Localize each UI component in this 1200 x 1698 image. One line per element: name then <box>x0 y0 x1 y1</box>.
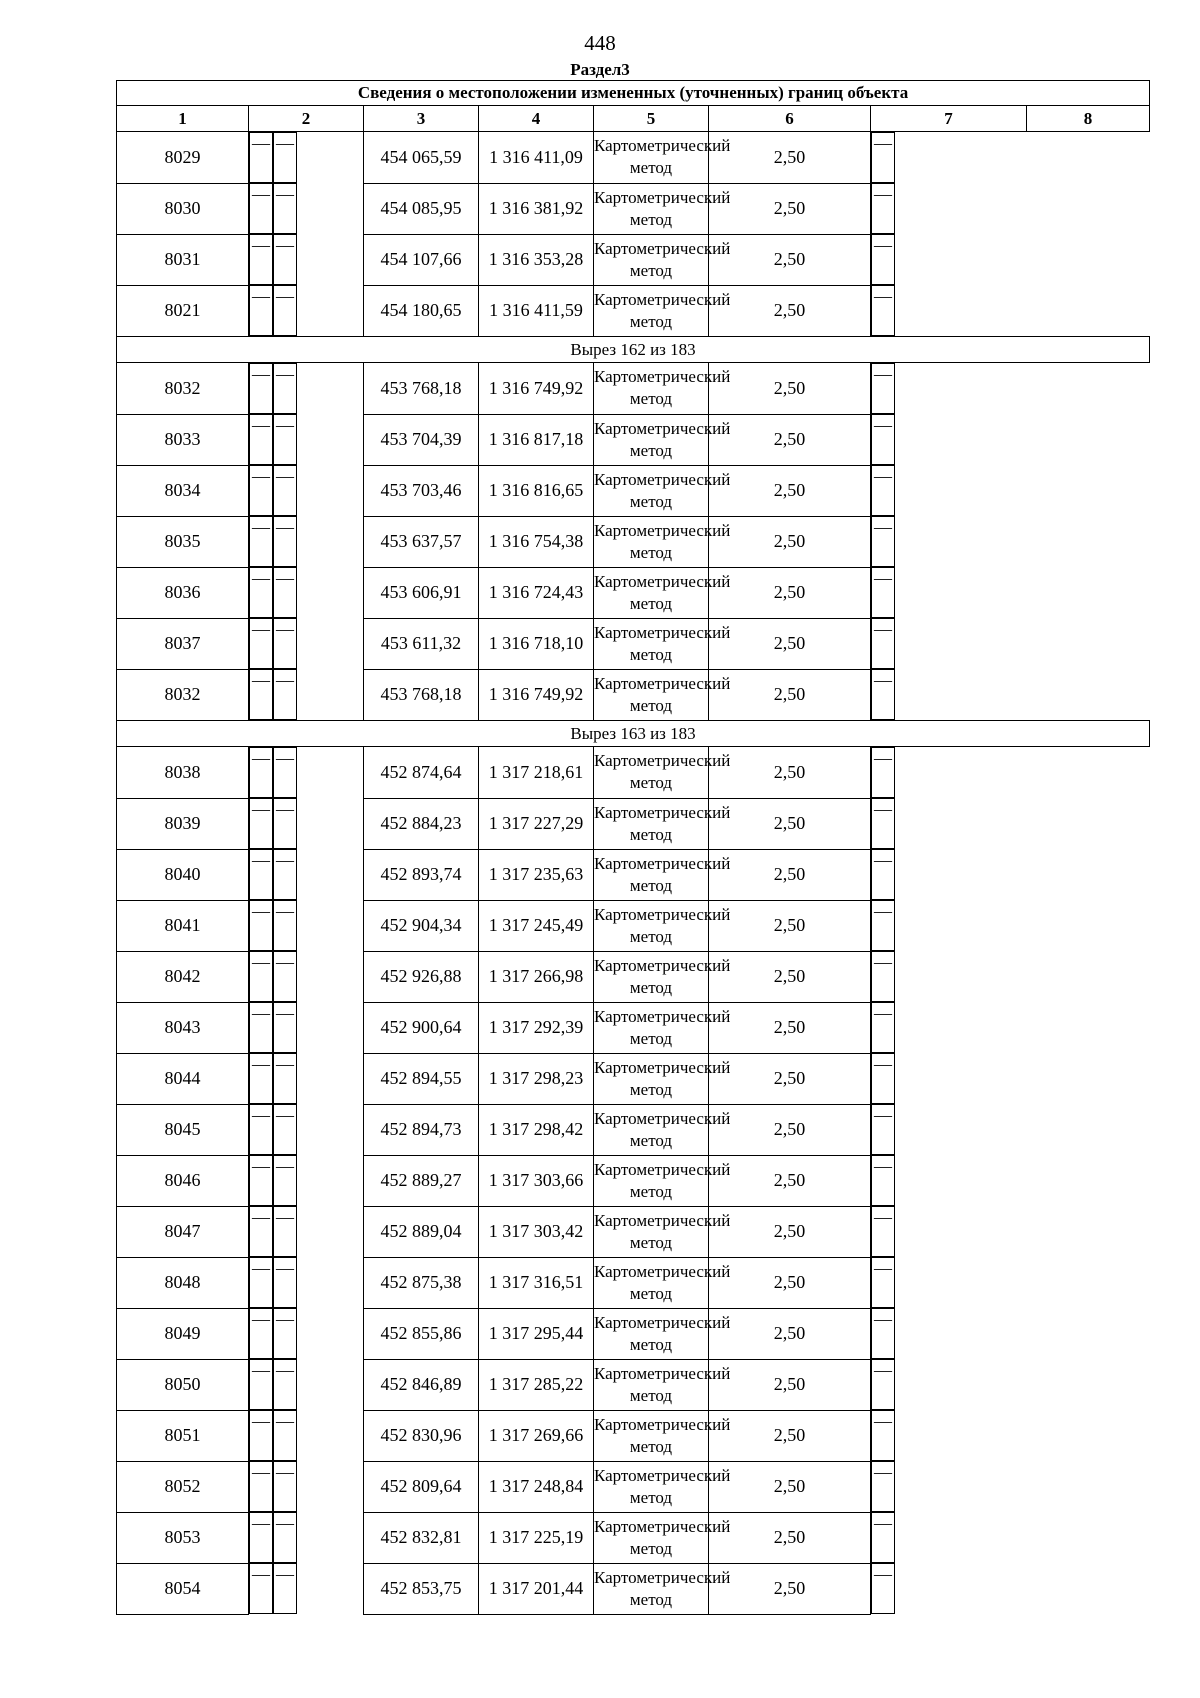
x-coordinate-cell: 452 830,96 <box>364 1410 479 1461</box>
accuracy-cell: 2,50 <box>709 1512 871 1563</box>
column-2-cell: — <box>249 1053 273 1104</box>
accuracy-cell: 2,50 <box>709 414 871 465</box>
column-3-cell: — <box>273 1308 297 1359</box>
column-2-cell: — <box>249 747 273 798</box>
y-coordinate-cell: 1 317 245,49 <box>479 900 594 951</box>
x-coordinate-cell: 452 874,64 <box>364 747 479 799</box>
x-coordinate-cell: 452 832,81 <box>364 1512 479 1563</box>
column-8-cell: — <box>871 747 895 798</box>
table-row <box>117 618 1150 669</box>
column-8-cell: — <box>871 1104 895 1155</box>
point-number-cell: 8054 <box>117 1563 249 1614</box>
point-number-cell: 8041 <box>117 900 249 951</box>
method-cell: Картометрический метод <box>594 1359 709 1410</box>
column-3-cell: — <box>273 1053 297 1104</box>
method-cell: Картометрический метод <box>594 951 709 1002</box>
column-2-cell: — <box>249 1104 273 1155</box>
accuracy-cell: 2,50 <box>709 132 871 184</box>
table-row <box>117 465 1150 516</box>
accuracy-cell: 2,50 <box>709 747 871 799</box>
method-cell: Картометрический метод <box>594 1104 709 1155</box>
table-row <box>117 1461 1150 1512</box>
y-coordinate-cell: 1 317 266,98 <box>479 951 594 1002</box>
x-coordinate-cell: 454 180,65 <box>364 285 479 337</box>
table-row <box>117 1359 1150 1410</box>
accuracy-cell: 2,50 <box>709 516 871 567</box>
column-2-cell: — <box>249 1308 273 1359</box>
point-number-cell: 8030 <box>117 183 249 234</box>
accuracy-cell: 2,50 <box>709 951 871 1002</box>
column-3-cell: — <box>273 1563 297 1614</box>
accuracy-cell: 2,50 <box>709 1155 871 1206</box>
column-3-cell: — <box>273 132 297 183</box>
accuracy-cell: 2,50 <box>709 798 871 849</box>
column-2-cell: — <box>249 132 273 183</box>
x-coordinate-cell: 452 853,75 <box>364 1563 479 1614</box>
method-cell: Картометрический метод <box>594 798 709 849</box>
table-row <box>117 669 1150 721</box>
column-3-cell: — <box>273 1359 297 1410</box>
column-2-cell: — <box>249 363 273 414</box>
group-label: Вырез 163 из 183 <box>117 721 1150 747</box>
y-coordinate-cell: 1 316 817,18 <box>479 414 594 465</box>
y-coordinate-cell: 1 317 316,51 <box>479 1257 594 1308</box>
table-row <box>117 132 1150 184</box>
column-3-cell: — <box>273 798 297 849</box>
accuracy-cell: 2,50 <box>709 1053 871 1104</box>
accuracy-cell: 2,50 <box>709 1461 871 1512</box>
table-row <box>117 1563 1150 1614</box>
x-coordinate-cell: 454 065,59 <box>364 132 479 184</box>
column-header-8: 8 <box>1027 106 1150 132</box>
column-8-cell: — <box>871 1308 895 1359</box>
column-header-2: 2 <box>249 106 364 132</box>
column-2-cell: — <box>249 567 273 618</box>
table-title: Сведения о местоположении измененных (уточненных) границ объекта <box>117 81 1150 106</box>
method-cell: Картометрический метод <box>594 363 709 415</box>
column-2-cell: — <box>249 1257 273 1308</box>
method-cell: Картометрический метод <box>594 1002 709 1053</box>
x-coordinate-cell: 454 085,95 <box>364 183 479 234</box>
y-coordinate-cell: 1 316 718,10 <box>479 618 594 669</box>
y-coordinate-cell: 1 316 381,92 <box>479 183 594 234</box>
accuracy-cell: 2,50 <box>709 285 871 337</box>
y-coordinate-cell: 1 316 353,28 <box>479 234 594 285</box>
method-cell: Картометрический метод <box>594 1563 709 1614</box>
column-3-cell: — <box>273 1206 297 1257</box>
accuracy-cell: 2,50 <box>709 849 871 900</box>
accuracy-cell: 2,50 <box>709 1104 871 1155</box>
point-number-cell: 8037 <box>117 618 249 669</box>
column-3-cell: — <box>273 1461 297 1512</box>
x-coordinate-cell: 452 855,86 <box>364 1308 479 1359</box>
y-coordinate-cell: 1 317 227,29 <box>479 798 594 849</box>
column-8-cell: — <box>871 1461 895 1512</box>
point-number-cell: 8050 <box>117 1359 249 1410</box>
column-3-cell: — <box>273 849 297 900</box>
point-number-cell: 8035 <box>117 516 249 567</box>
column-header-1: 1 <box>117 106 249 132</box>
coordinates-table <box>116 80 1150 1615</box>
point-number-cell: 8045 <box>117 1104 249 1155</box>
column-3-cell: — <box>273 1257 297 1308</box>
group-row <box>117 721 1150 747</box>
point-number-cell: 8034 <box>117 465 249 516</box>
table-row <box>117 1410 1150 1461</box>
x-coordinate-cell: 453 637,57 <box>364 516 479 567</box>
method-cell: Картометрический метод <box>594 183 709 234</box>
group-label: Вырез 162 из 183 <box>117 337 1150 363</box>
method-cell: Картометрический метод <box>594 1053 709 1104</box>
point-number-cell: 8038 <box>117 747 249 799</box>
table-row <box>117 567 1150 618</box>
y-coordinate-cell: 1 317 269,66 <box>479 1410 594 1461</box>
point-number-cell: 8047 <box>117 1206 249 1257</box>
column-8-cell: — <box>871 1563 895 1614</box>
column-8-cell: — <box>871 465 895 516</box>
point-number-cell: 8044 <box>117 1053 249 1104</box>
x-coordinate-cell: 452 889,04 <box>364 1206 479 1257</box>
accuracy-cell: 2,50 <box>709 183 871 234</box>
column-header-3: 3 <box>364 106 479 132</box>
column-3-cell: — <box>273 618 297 669</box>
column-8-cell: — <box>871 618 895 669</box>
column-8-cell: — <box>871 285 895 336</box>
page-number: 448 <box>584 31 616 55</box>
column-3-cell: — <box>273 951 297 1002</box>
point-number-cell: 8046 <box>117 1155 249 1206</box>
method-cell: Картометрический метод <box>594 1410 709 1461</box>
column-8-cell: — <box>871 183 895 234</box>
x-coordinate-cell: 453 606,91 <box>364 567 479 618</box>
x-coordinate-cell: 452 893,74 <box>364 849 479 900</box>
table-row <box>117 516 1150 567</box>
column-8-cell: — <box>871 567 895 618</box>
accuracy-cell: 2,50 <box>709 669 871 721</box>
method-cell: Картометрический метод <box>594 567 709 618</box>
table-body <box>117 132 1150 1615</box>
accuracy-cell: 2,50 <box>709 618 871 669</box>
point-number-cell: 8032 <box>117 669 249 721</box>
table-row <box>117 747 1150 799</box>
column-8-cell: — <box>871 414 895 465</box>
section-label: Раздел3 <box>570 60 630 79</box>
column-8-cell: — <box>871 1053 895 1104</box>
table-row <box>117 1512 1150 1563</box>
x-coordinate-cell: 452 900,64 <box>364 1002 479 1053</box>
point-number-cell: 8048 <box>117 1257 249 1308</box>
column-2-cell: — <box>249 285 273 336</box>
method-cell: Картометрический метод <box>594 1155 709 1206</box>
accuracy-cell: 2,50 <box>709 1002 871 1053</box>
method-cell: Картометрический метод <box>594 234 709 285</box>
column-2-cell: — <box>249 1410 273 1461</box>
y-coordinate-cell: 1 317 303,66 <box>479 1155 594 1206</box>
column-2-cell: — <box>249 900 273 951</box>
y-coordinate-cell: 1 317 303,42 <box>479 1206 594 1257</box>
y-coordinate-cell: 1 317 225,19 <box>479 1512 594 1563</box>
y-coordinate-cell: 1 316 411,09 <box>479 132 594 184</box>
x-coordinate-cell: 452 875,38 <box>364 1257 479 1308</box>
table-row <box>117 363 1150 415</box>
point-number-cell: 8036 <box>117 567 249 618</box>
method-cell: Картометрический метод <box>594 747 709 799</box>
method-cell: Картометрический метод <box>594 669 709 721</box>
x-coordinate-cell: 452 894,73 <box>364 1104 479 1155</box>
column-8-cell: — <box>871 1410 895 1461</box>
accuracy-cell: 2,50 <box>709 1410 871 1461</box>
point-number-cell: 8042 <box>117 951 249 1002</box>
column-3-cell: — <box>273 1512 297 1563</box>
accuracy-cell: 2,50 <box>709 234 871 285</box>
column-8-cell: — <box>871 669 895 720</box>
column-8-cell: — <box>871 849 895 900</box>
column-8-cell: — <box>871 1257 895 1308</box>
column-header-6: 6 <box>709 106 871 132</box>
column-2-cell: — <box>249 1512 273 1563</box>
method-cell: Картометрический метод <box>594 618 709 669</box>
y-coordinate-cell: 1 316 749,92 <box>479 669 594 721</box>
column-3-cell: — <box>273 900 297 951</box>
y-coordinate-cell: 1 316 816,65 <box>479 465 594 516</box>
y-coordinate-cell: 1 316 749,92 <box>479 363 594 415</box>
y-coordinate-cell: 1 317 292,39 <box>479 1002 594 1053</box>
column-3-cell: — <box>273 1155 297 1206</box>
point-number-cell: 8051 <box>117 1410 249 1461</box>
method-cell: Картометрический метод <box>594 849 709 900</box>
point-number-cell: 8032 <box>117 363 249 415</box>
column-2-cell: — <box>249 465 273 516</box>
method-cell: Картометрический метод <box>594 1512 709 1563</box>
column-2-cell: — <box>249 1359 273 1410</box>
table-title-row <box>117 81 1150 106</box>
column-3-cell: — <box>273 285 297 336</box>
table-row <box>117 183 1150 234</box>
point-number-cell: 8029 <box>117 132 249 184</box>
column-header-row <box>117 106 1150 132</box>
table-row <box>117 1308 1150 1359</box>
column-2-cell: — <box>249 1206 273 1257</box>
x-coordinate-cell: 453 768,18 <box>364 669 479 721</box>
column-8-cell: — <box>871 1206 895 1257</box>
x-coordinate-cell: 452 889,27 <box>364 1155 479 1206</box>
method-cell: Картометрический метод <box>594 285 709 337</box>
method-cell: Картометрический метод <box>594 465 709 516</box>
y-coordinate-cell: 1 316 724,43 <box>479 567 594 618</box>
x-coordinate-cell: 452 926,88 <box>364 951 479 1002</box>
column-2-cell: — <box>249 849 273 900</box>
x-coordinate-cell: 454 107,66 <box>364 234 479 285</box>
y-coordinate-cell: 1 317 201,44 <box>479 1563 594 1614</box>
y-coordinate-cell: 1 317 285,22 <box>479 1359 594 1410</box>
y-coordinate-cell: 1 317 235,63 <box>479 849 594 900</box>
column-3-cell: — <box>273 516 297 567</box>
method-cell: Картометрический метод <box>594 1206 709 1257</box>
point-number-cell: 8052 <box>117 1461 249 1512</box>
column-8-cell: — <box>871 1512 895 1563</box>
column-8-cell: — <box>871 132 895 183</box>
point-number-cell: 8039 <box>117 798 249 849</box>
y-coordinate-cell: 1 317 218,61 <box>479 747 594 799</box>
accuracy-cell: 2,50 <box>709 465 871 516</box>
column-8-cell: — <box>871 951 895 1002</box>
x-coordinate-cell: 452 846,89 <box>364 1359 479 1410</box>
y-coordinate-cell: 1 317 298,23 <box>479 1053 594 1104</box>
table-row <box>117 849 1150 900</box>
y-coordinate-cell: 1 316 411,59 <box>479 285 594 337</box>
method-cell: Картометрический метод <box>594 1461 709 1512</box>
table-row <box>117 285 1150 337</box>
point-number-cell: 8033 <box>117 414 249 465</box>
column-8-cell: — <box>871 1002 895 1053</box>
column-2-cell: — <box>249 1563 273 1614</box>
column-3-cell: — <box>273 234 297 285</box>
accuracy-cell: 2,50 <box>709 363 871 415</box>
column-3-cell: — <box>273 465 297 516</box>
method-cell: Картометрический метод <box>594 1308 709 1359</box>
x-coordinate-cell: 453 704,39 <box>364 414 479 465</box>
column-2-cell: — <box>249 414 273 465</box>
column-3-cell: — <box>273 567 297 618</box>
accuracy-cell: 2,50 <box>709 1563 871 1614</box>
table-row <box>117 1155 1150 1206</box>
column-8-cell: — <box>871 516 895 567</box>
table-row <box>117 1002 1150 1053</box>
column-8-cell: — <box>871 798 895 849</box>
point-number-cell: 8053 <box>117 1512 249 1563</box>
column-3-cell: — <box>273 747 297 798</box>
accuracy-cell: 2,50 <box>709 1359 871 1410</box>
column-8-cell: — <box>871 234 895 285</box>
column-2-cell: — <box>249 183 273 234</box>
column-2-cell: — <box>249 951 273 1002</box>
y-coordinate-cell: 1 316 754,38 <box>479 516 594 567</box>
y-coordinate-cell: 1 317 248,84 <box>479 1461 594 1512</box>
table-row <box>117 798 1150 849</box>
table-row <box>117 414 1150 465</box>
column-3-cell: — <box>273 1002 297 1053</box>
point-number-cell: 8040 <box>117 849 249 900</box>
column-2-cell: — <box>249 618 273 669</box>
x-coordinate-cell: 452 809,64 <box>364 1461 479 1512</box>
point-number-cell: 8021 <box>117 285 249 337</box>
column-3-cell: — <box>273 1410 297 1461</box>
accuracy-cell: 2,50 <box>709 900 871 951</box>
column-2-cell: — <box>249 1155 273 1206</box>
column-3-cell: — <box>273 1104 297 1155</box>
x-coordinate-cell: 453 768,18 <box>364 363 479 415</box>
x-coordinate-cell: 452 904,34 <box>364 900 479 951</box>
column-2-cell: — <box>249 516 273 567</box>
column-header-5: 5 <box>594 106 709 132</box>
x-coordinate-cell: 452 884,23 <box>364 798 479 849</box>
table-row <box>117 1053 1150 1104</box>
accuracy-cell: 2,50 <box>709 1206 871 1257</box>
column-3-cell: — <box>273 183 297 234</box>
point-number-cell: 8043 <box>117 1002 249 1053</box>
column-header-7: 7 <box>871 106 1027 132</box>
point-number-cell: 8049 <box>117 1308 249 1359</box>
accuracy-cell: 2,50 <box>709 567 871 618</box>
y-coordinate-cell: 1 317 295,44 <box>479 1308 594 1359</box>
x-coordinate-cell: 453 703,46 <box>364 465 479 516</box>
table-row <box>117 1206 1150 1257</box>
method-cell: Картометрический метод <box>594 1257 709 1308</box>
x-coordinate-cell: 452 894,55 <box>364 1053 479 1104</box>
column-2-cell: — <box>249 669 273 720</box>
method-cell: Картометрический метод <box>594 900 709 951</box>
method-cell: Картометрический метод <box>594 516 709 567</box>
table-row <box>117 900 1150 951</box>
column-8-cell: — <box>871 1155 895 1206</box>
accuracy-cell: 2,50 <box>709 1308 871 1359</box>
column-2-cell: — <box>249 1002 273 1053</box>
x-coordinate-cell: 453 611,32 <box>364 618 479 669</box>
column-3-cell: — <box>273 669 297 720</box>
column-2-cell: — <box>249 798 273 849</box>
column-2-cell: — <box>249 1461 273 1512</box>
method-cell: Картометрический метод <box>594 414 709 465</box>
group-row <box>117 337 1150 363</box>
table-row <box>117 1257 1150 1308</box>
table-row <box>117 234 1150 285</box>
column-8-cell: — <box>871 1359 895 1410</box>
column-3-cell: — <box>273 363 297 414</box>
method-cell: Картометрический метод <box>594 132 709 184</box>
y-coordinate-cell: 1 317 298,42 <box>479 1104 594 1155</box>
column-2-cell: — <box>249 234 273 285</box>
point-number-cell: 8031 <box>117 234 249 285</box>
column-8-cell: — <box>871 900 895 951</box>
column-header-4: 4 <box>479 106 594 132</box>
table-row <box>117 1104 1150 1155</box>
table-row <box>117 951 1150 1002</box>
accuracy-cell: 2,50 <box>709 1257 871 1308</box>
column-3-cell: — <box>273 414 297 465</box>
column-8-cell: — <box>871 363 895 414</box>
